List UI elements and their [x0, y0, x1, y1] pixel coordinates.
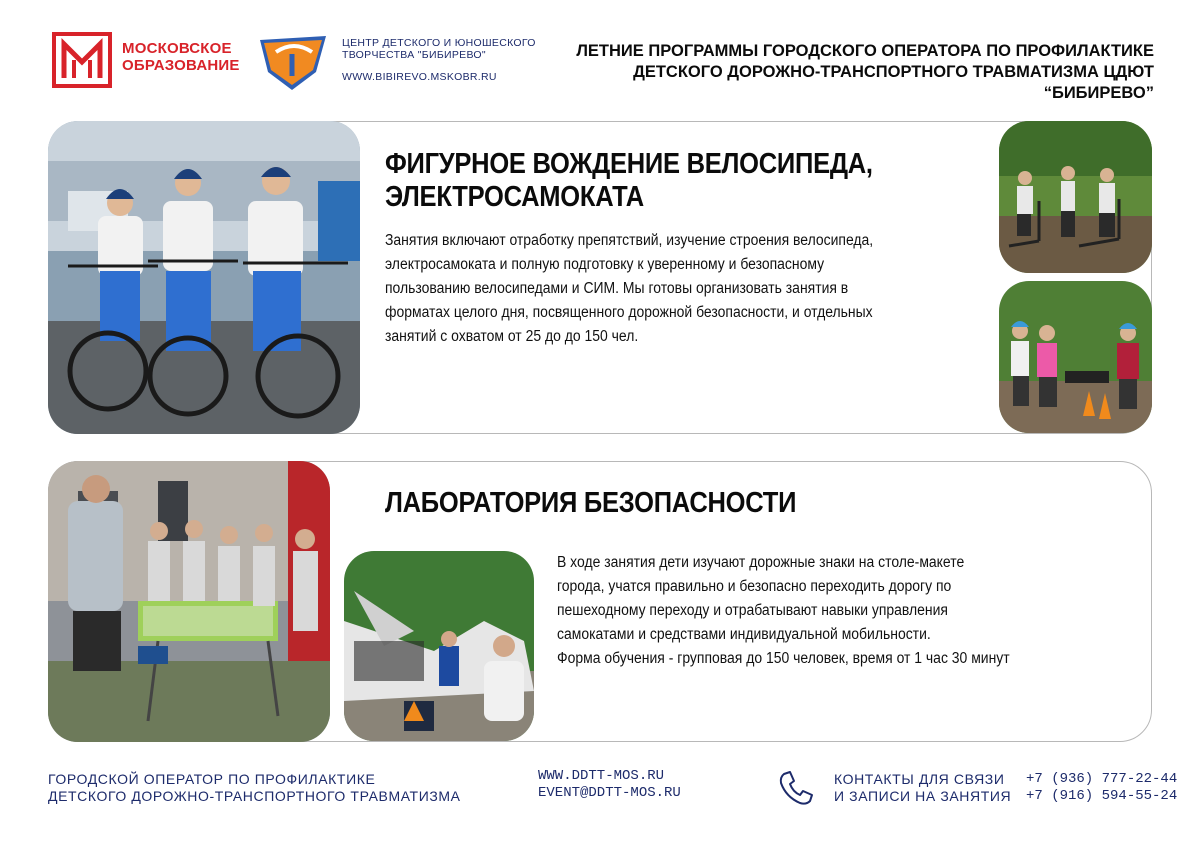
safety-lab-title: ЛАБОРАТОРИЯ БЕЗОПАСНОСТИ	[385, 487, 797, 519]
cycling-program-description: Занятия включают отработку препятствий, изучение строения велосипеда, электросамоката и полную подготовку к уверенному и безопасному пользованию велосипедами и СИМ. Мы готовы организовать занятия в форматах целого дня, посвященного дорожной безопасности, и отдельных занятий с охватом от 25 до до 150 чел.	[385, 232, 874, 345]
phone-icon	[776, 768, 816, 808]
footer-operator-name: ГОРОДСКОЙ ОПЕРАТОР ПО ПРОФИЛАКТИКЕ ДЕТСКОГО ДОРОЖНО-ТРАНСПОРТНОГО ТРАВМАТИЗМА	[48, 771, 461, 804]
footer-website-link[interactable]: WWW.DDTT-MOS.RU	[538, 768, 665, 784]
footer-contact-label: КОНТАКТЫ ДЛЯ СВЯЗИ И ЗАПИСИ НА ЗАНЯТИЯ	[834, 771, 1012, 804]
photo-kids-at-model-table	[48, 461, 330, 742]
photo-kids-on-scooters	[999, 121, 1152, 273]
photo-kids-with-helmets	[999, 281, 1152, 433]
phone-number-1[interactable]: +7 (936) 777-22-44	[1026, 771, 1178, 787]
footer-email-link[interactable]: EVENT@DDTT-MOS.RU	[538, 785, 681, 801]
moscow-education-wordmark: МОСКОВСКОЕ ОБРАЗОВАНИЕ	[122, 40, 240, 74]
center-website[interactable]: WWW.BIBIREVO.MSKOBR.RU	[342, 71, 497, 83]
cycling-program-title: ФИГУРНОЕ ВОЖДЕНИЕ ВЕЛОСИПЕДА, ЭЛЕКТРОСАМОКАТА	[385, 148, 873, 213]
footer-web-contacts	[538, 768, 681, 802]
safety-lab-description: В ходе занятия дети изучают дорожные знаки на столе-макете города, учатся правильно и безопасно переходить дорогу по пешеходному переходу и отрабатывают навыки управления самокатами и средствами индивидуальной мобильности. Форма обучения - групповая до 150 человек, время от 1 час 30 минут	[557, 554, 1010, 667]
phone-number-2[interactable]: +7 (916) 594-55-24	[1026, 788, 1178, 804]
footer-phone-numbers	[1026, 771, 1177, 805]
moscow-education-logo	[52, 32, 112, 88]
bibirevo-logo	[254, 30, 332, 94]
center-name: ЦЕНТР ДЕТСКОГО И ЮНОШЕСКОГО ТВОРЧЕСТВА "БИБИРЕВО"	[342, 37, 536, 61]
photo-car-safety-lesson	[344, 551, 534, 741]
page-title: ЛЕТНИЕ ПРОГРАММЫ ГОРОДСКОГО ОПЕРАТОРА ПО ПРОФИЛАКТИКЕ ДЕТСКОГО ДОРОЖНО-ТРАНСПОРТНОГО ТРАВМАТИЗМА ЦДЮТ “БИБИРЕВО”	[576, 42, 1154, 102]
photo-kids-on-bikes	[48, 121, 360, 434]
